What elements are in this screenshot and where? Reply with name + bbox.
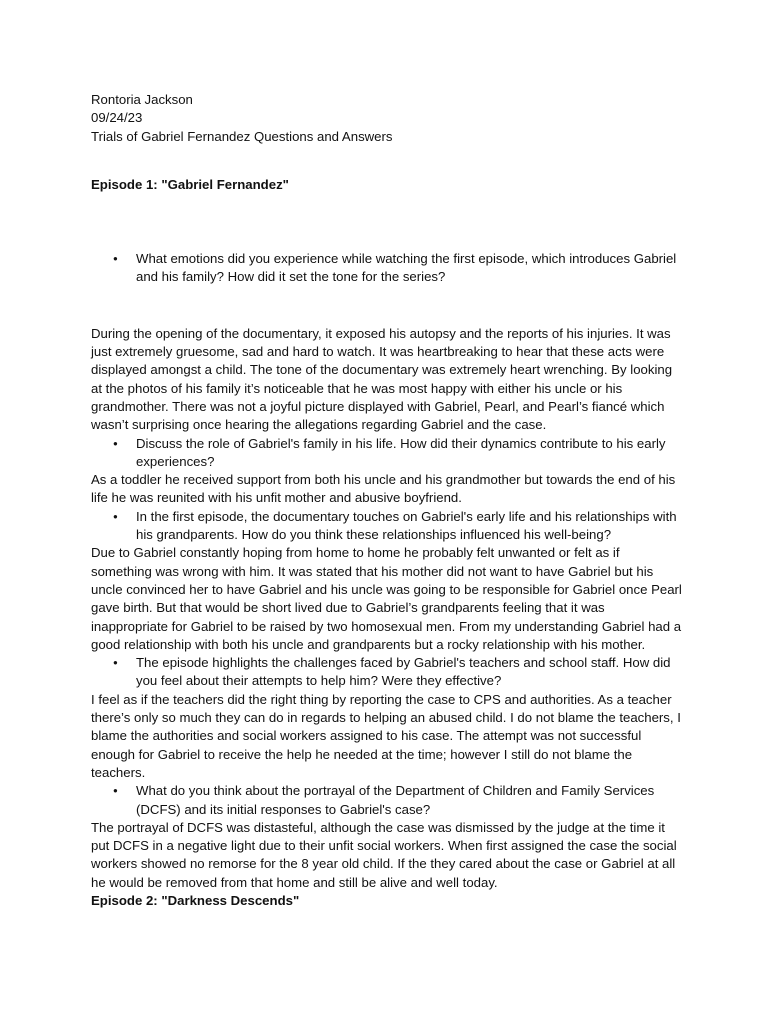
episode-2-heading: Episode 2: "Darkness Descends"	[91, 892, 300, 908]
question-2: ● Discuss the role of Gabriel's family in his life. How did their dynamics contribute to his early experiences?	[91, 435, 683, 472]
document-date: 09/24/23	[91, 110, 143, 126]
question-3: ● In the first episode, the documentary touches on Gabriel's early life and his relationships with his grandparents. How do you think these relationships influenced his well-being?	[91, 508, 683, 545]
question-4: ● The episode highlights the challenges faced by Gabriel's teachers and school staff. How did you feel about their attempts to help him? Were they effective?	[91, 654, 683, 691]
question-1: ● What emotions did you experience while watching the first episode, which introduces Gabriel and his family? How did it set the tone for the series?	[91, 250, 683, 287]
document-title: Trials of Gabriel Fernandez Questions and Answers	[91, 128, 393, 144]
answer-5: The portrayal of DCFS was distasteful, although the case was dismissed by the judge at the time it put DCFS in a negative light due to their unfit social workers. When first assigned the case the social workers showed no remorse for the 8 year old child. If the they cared about the case or Gabriel at all he would be removed from that home and still be alive and well today.	[91, 819, 677, 890]
episode-1-heading: Episode 1: "Gabriel Fernandez"	[91, 176, 289, 192]
answer-1: During the opening of the documentary, it exposed his autopsy and the reports of his injuries. It was just extremely gruesome, sad and hard to watch. It was heartbreaking to hear that these acts were displayed amongst a child. The tone of the documentary was extremely heart wrenching. By looking at the photos of his family it’s noticeable that he was most happy with either his uncle or his grandmother. There was not a joyful picture displayed with Gabriel, Pearl, and Pearl’s fiancé which wasn’t surprising once hearing the allegations regarding Gabriel and the case.	[91, 325, 673, 433]
answer-3: Due to Gabriel constantly hoping from home to home he probably felt unwanted or felt as if something was wrong with him. It was stated that his mother did not want to have Gabriel but his uncle convinced her to have Gabriel and his uncle was going to be responsible for Gabriel once Pearl gave birth. But that would be short lived due to Gabriel’s grandparents feeling that it was inappropriate for Gabriel to be raised by two homosexual men. From my understanding Gabriel had a good relationship with both his uncle and grandparents but a rocky relationship with his mother.	[91, 545, 682, 652]
author-name: Rontoria Jackson	[91, 92, 193, 107]
answer-4: I feel as if the teachers did the right thing by reporting the case to CPS and authorities. As a teacher there’s only so much they can do in regards to helping an abused child. I do not blame the teachers, I blame the authorities and social workers assigned to his case. The attempt was not successful enough for Gabriel to receive the help he needed at the time; however I still do not blame the teachers.	[91, 691, 681, 780]
answer-2: As a toddler he received support from both his uncle and his grandmother but towards the end of his life he was reunited with his unfit mother and abusive boyfriend.	[91, 472, 676, 506]
question-5: ● What do you think about the portrayal of the Department of Children and Family Services (DCFS) and its initial responses to Gabriel's case?	[91, 782, 683, 819]
document-body	[91, 91, 683, 910]
